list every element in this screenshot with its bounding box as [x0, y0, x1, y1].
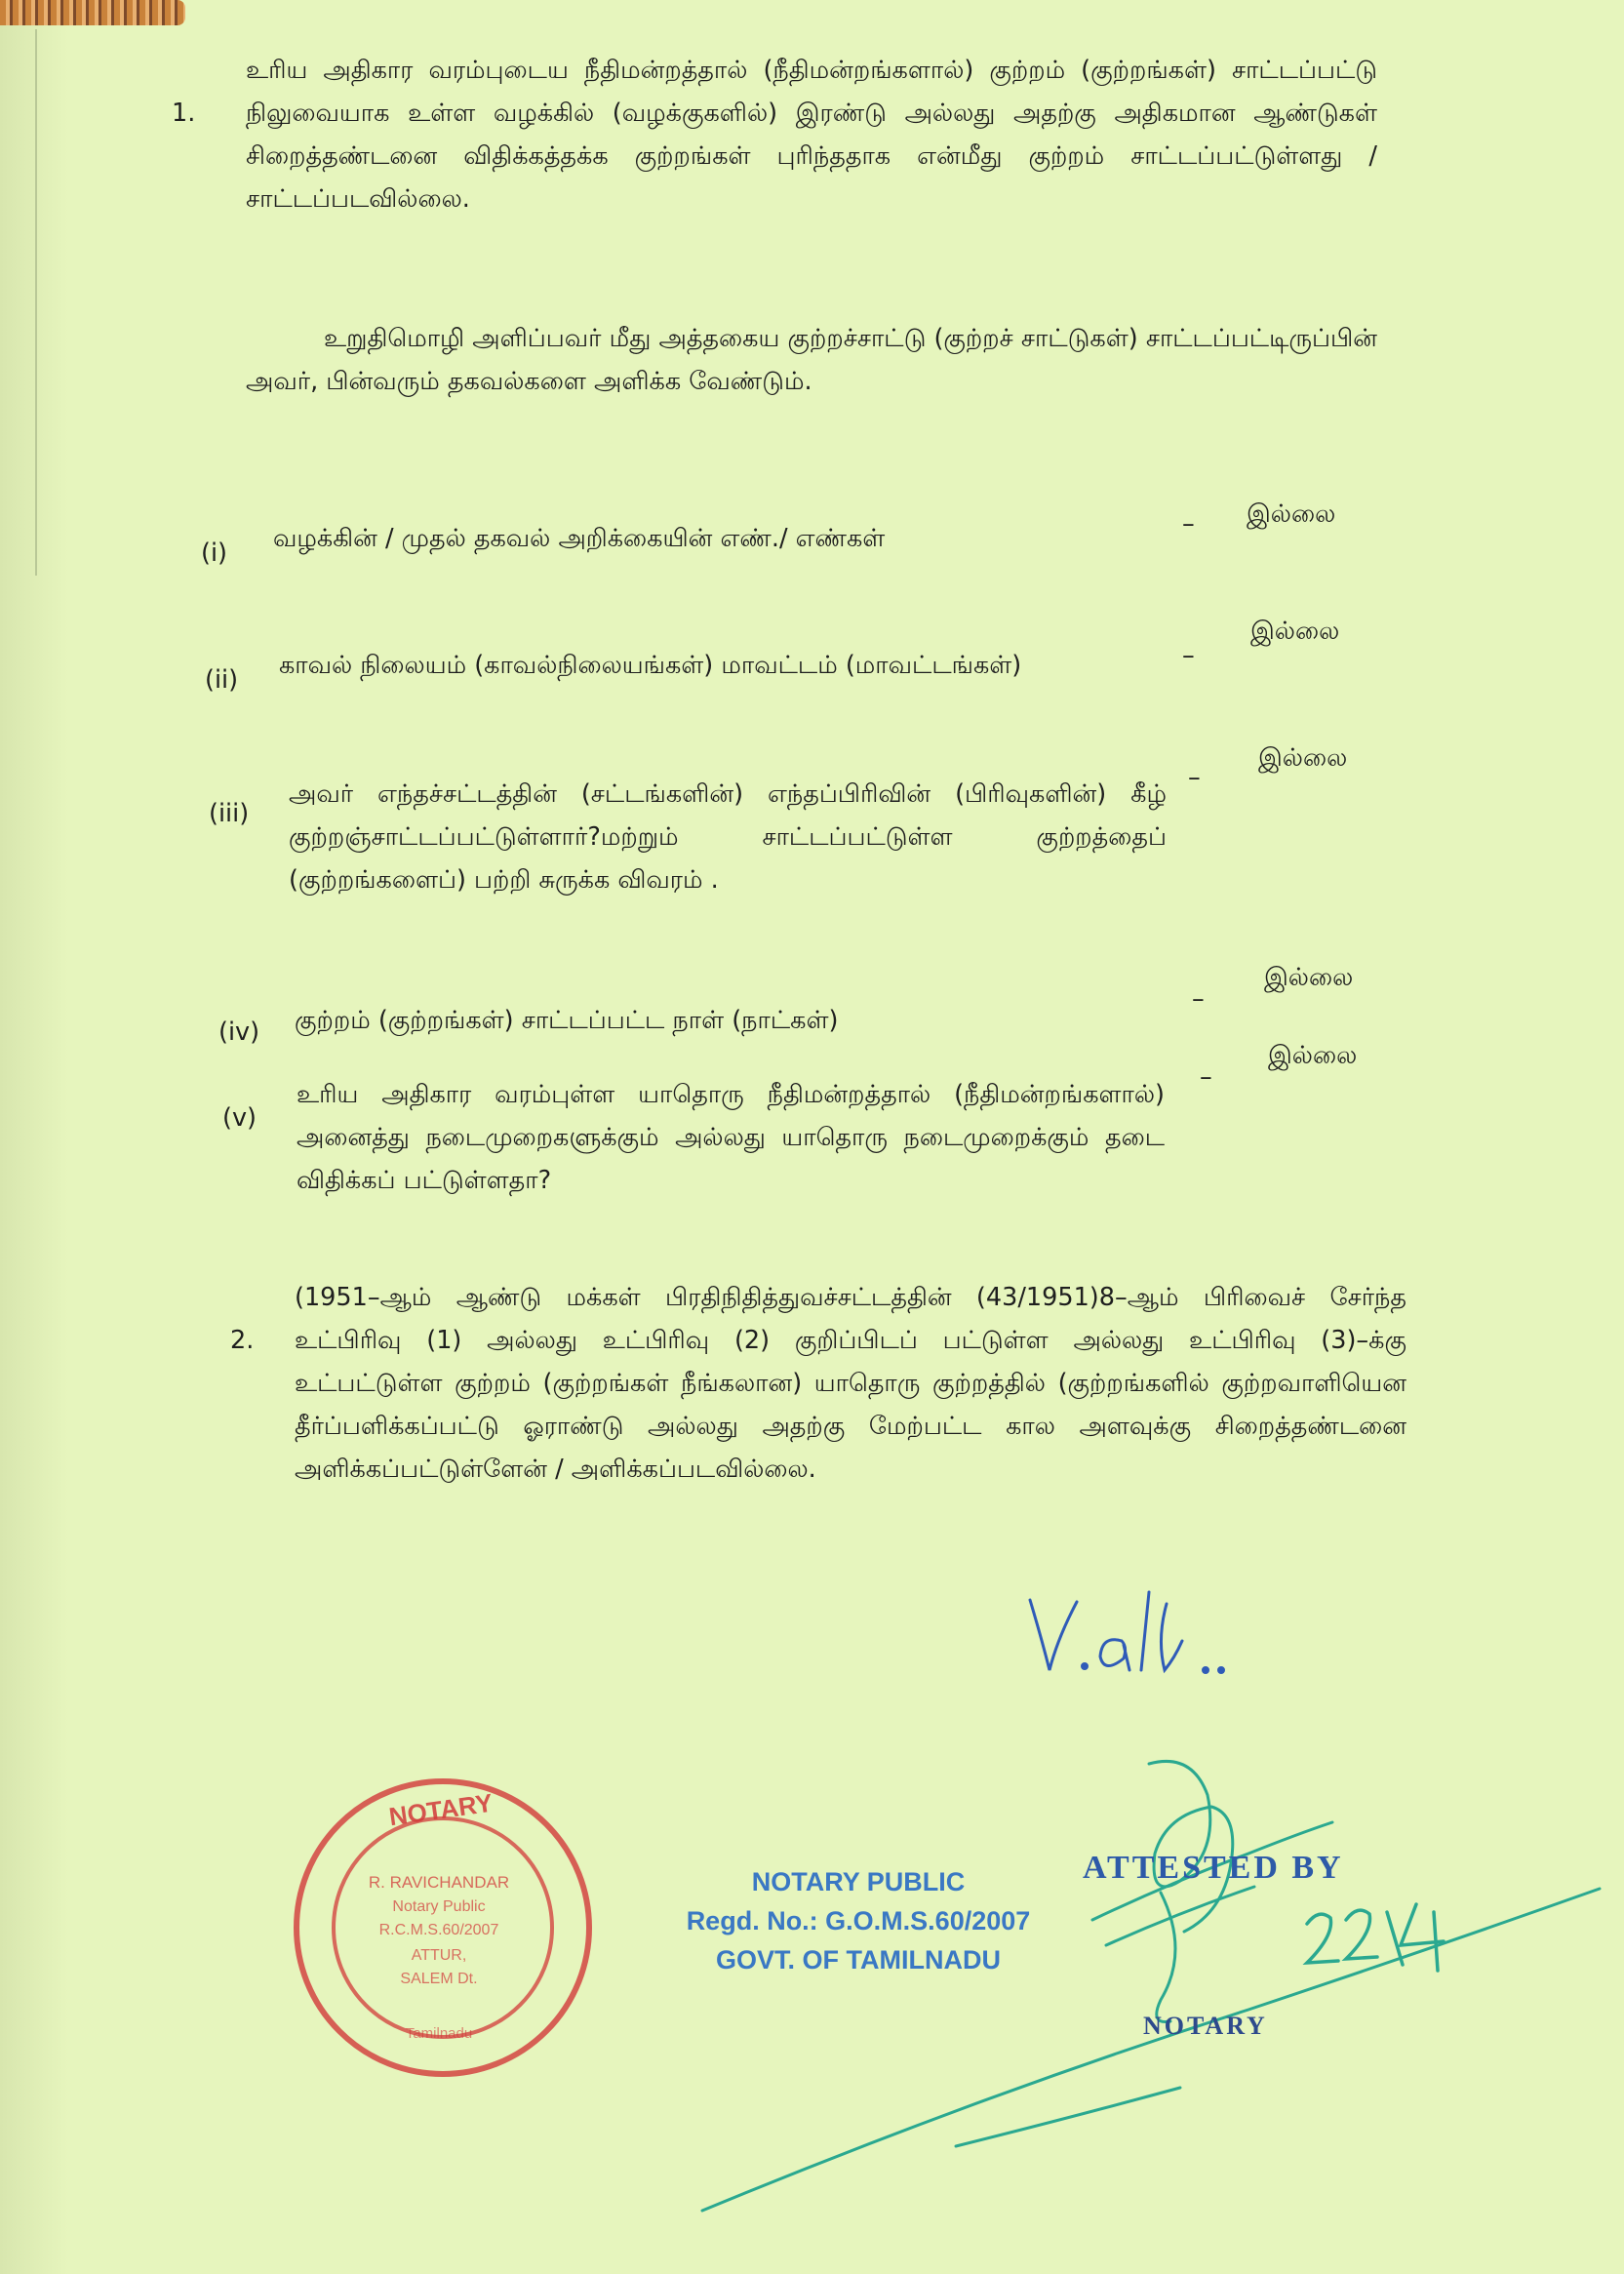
fold-line — [35, 29, 37, 576]
subitem-text: வழக்கின் / முதல் தகவல் அறிக்கையின் எண்./ எண்கள் — [273, 524, 886, 553]
item-2-text: (1951–ஆம் ஆண்டு மக்கள் பிரதிநிதித்துவச்சட்டத்தின் (43/1951)8–ஆம் பிரிவைச் சேர்ந்த உட்பிரிவு (1) அல்லது உட்பிரிவு (2) குறிப்பிடப் பட்டுள்ள அல்லது உட்பிரிவு (3)–க்கு உட்பட்டுள்ள குற்றம் (குற்றங்கள் நீங்கலான) யாதொரு குற்றத்தில் (குற்றங்களில் குற்றவாளியென தீர்ப்பளிக்கப்பட்டு ஓராண்டு அல்லது அதற்கு மேற்பட்ட கால அளவுக்கு சிறைத்தண்டனை அளிக்கப்பட்டுள்ளேன் / அளிக்கப்படவில்லை. — [295, 1283, 1406, 1484]
seal-place-1: ATTUR, — [411, 1947, 467, 1964]
binding-edge — [0, 0, 68, 2274]
attestation-signature — [702, 1761, 1600, 2211]
subitem-text: அவர் எந்தச்சட்டத்தின் (சட்டங்களின்) எந்தப்பிரிவின் (பிரிவுகளின்) கீழ் குற்றஞ்சாட்டப்பட்டுள்ளார்?மற்றும் சாட்டப்பட்டுள்ள குற்றத்தைப் (குற்றங்களைப்) பற்றி சுருக்க விவரம் . — [289, 779, 1167, 895]
seal-top: NOTARY — [386, 1787, 495, 1832]
stamp-line-1: NOTARY PUBLIC — [751, 1867, 966, 1896]
stamp-line-2: Regd. No.: G.O.M.S.60/2007 — [686, 1906, 1031, 1935]
subitem-text: குற்றம் (குற்றங்கள்) சாட்டப்பட்ட நாள் (நாட்கள்) — [295, 1006, 839, 1035]
seal-place-2: SALEM Dt. — [400, 1971, 478, 1987]
item-1-note: உறுதிமொழி அளிப்பவர் மீது அத்தகைய குற்றச்சாட்டு (குற்றச் சாட்டுகள்) சாட்டப்பட்டிருப்பின் அவர், பின்வரும் தகவல்களை அளிக்க வேண்டும். — [246, 324, 1377, 396]
subitem-text: காவல் நிலையம் (காவல்நிலையங்கள்) மாவட்டம் (மாவட்டங்கள்) — [279, 651, 1022, 680]
subitem-dash: – — [1182, 509, 1195, 539]
seal-role: Notary Public — [392, 1898, 486, 1915]
item-1-text: உரிய அதிகார வரம்புடைய நீதிமன்றத்தால் (நீதிமன்றங்களால்) குற்றம் (குற்றங்கள்) சாட்டப்பட்டு நிலுவையாக உள்ள வழக்கில் (வழக்குகளில்) இரண்டு அல்லது அதற்கு அதிகமான ஆண்டுகள் சிறைத்தண்டனை விதிக்கத்தக்க குற்றங்கள் புரிந்ததாக என்மீது குற்றம் சாட்டப்பட்டுள்ளது / சாட்டப்படவில்லை. — [246, 56, 1377, 214]
subitem-number: (ii) — [205, 665, 239, 695]
seal-state: Tamilnadu — [405, 2025, 473, 2042]
subitem-answer: இல்லை — [1250, 617, 1340, 646]
subitem-answer: இல்லை — [1264, 963, 1354, 992]
seal-name: R. RAVICHANDAR — [368, 1873, 510, 1892]
subitem-dash: – — [1188, 763, 1201, 792]
subitem-answer: இல்லை — [1258, 743, 1348, 773]
subitem-text: உரிய அதிகார வரம்புள்ள யாதொரு நீதிமன்றத்தால் (நீதிமன்றங்களால்) அனைத்து நடைமுறைகளுக்கும் அல்லது யாதொரு நடைமுறைக்கும் தடை விதிக்கப் பட்டுள்ளதா? — [297, 1080, 1165, 1195]
item-2-number: 2. — [230, 1326, 255, 1355]
subitem-dash: – — [1200, 1062, 1212, 1092]
handwritten-date — [1307, 1904, 1444, 1971]
subitem-dash: – — [1182, 641, 1195, 670]
item-1-number: 1. — [172, 99, 196, 128]
notary-label: NOTARY — [1143, 2012, 1268, 2040]
stamp-line-3: GOVT. OF TAMILNADU — [716, 1945, 1001, 1975]
seal-reg: R.C.M.S.60/2007 — [378, 1922, 499, 1938]
subitem-answer: இல்லை — [1247, 499, 1336, 529]
deponent-signature — [1030, 1592, 1224, 1673]
subitem-answer: இல்லை — [1268, 1041, 1358, 1070]
subitem-number: (i) — [201, 539, 227, 568]
subitem-number: (v) — [222, 1103, 257, 1133]
subitem-dash: – — [1192, 984, 1205, 1014]
binding-thread — [0, 0, 185, 25]
subitem-number: (iv) — [218, 1017, 260, 1047]
attested-by-label: ATTESTED BY — [1083, 1850, 1344, 1886]
subitem-number: (iii) — [209, 799, 250, 828]
